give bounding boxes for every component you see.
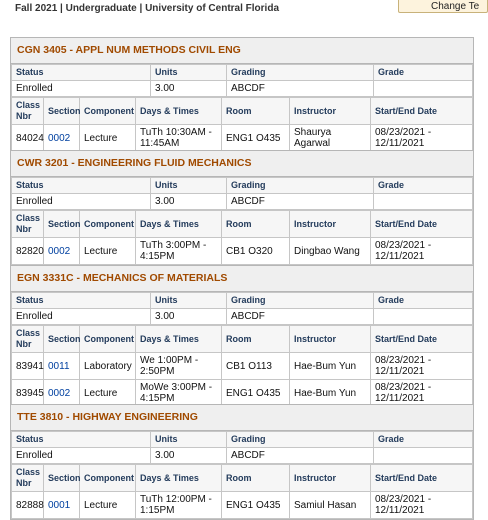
section-link[interactable]: 0001 (48, 499, 71, 511)
grade-value (374, 194, 473, 210)
grade-header: Grade (374, 293, 473, 309)
room-header: Room (222, 211, 290, 238)
room-header: Room (222, 326, 290, 353)
units-value: 3.00 (151, 448, 227, 464)
status-value: Enrolled (12, 309, 151, 325)
component-header: Component (80, 326, 136, 353)
schedule-table (11, 97, 473, 152)
course-block (10, 265, 474, 408)
schedule-table (11, 325, 473, 407)
days-times-header: Days & Times (136, 98, 222, 125)
section-link-cell[interactable] (44, 238, 80, 265)
instructor-cell: Hae-Bum Yun (290, 353, 371, 380)
component-header: Component (80, 98, 136, 125)
component-cell: Lecture (80, 238, 136, 265)
grading-header: Grading (227, 293, 374, 309)
grading-header: Grading (227, 432, 374, 448)
instructor-cell: Hae-Bum Yun (290, 380, 371, 407)
status-table (11, 431, 473, 464)
room-cell: CB1 O320 (222, 238, 290, 265)
section-link-cell[interactable] (44, 380, 80, 407)
days-times-cell: TuTh 12:00PM - 1:15PM (136, 492, 222, 519)
units-header: Units (151, 432, 227, 448)
class-nbr-cell: 83941 (12, 353, 44, 380)
room-header: Room (222, 465, 290, 492)
room-cell: ENG1 O435 (222, 380, 290, 407)
days-times-cell: TuTh 10:30AM - 11:45AM (136, 125, 222, 152)
grade-value (374, 81, 473, 97)
days-times-cell: We 1:00PM - 2:50PM (136, 353, 222, 380)
course-title: CWR 3201 - ENGINEERING FLUID MECHANICS (11, 151, 473, 177)
component-cell: Laboratory (80, 353, 136, 380)
instructor-header: Instructor (290, 326, 371, 353)
grade-value (374, 309, 473, 325)
component-cell: Lecture (80, 125, 136, 152)
units-value: 3.00 (151, 194, 227, 210)
status-value: Enrolled (12, 81, 151, 97)
grade-header: Grade (374, 65, 473, 81)
status-table (11, 177, 473, 210)
instructor-header: Instructor (290, 98, 371, 125)
schedule-table (11, 210, 473, 265)
days-times-header: Days & Times (136, 465, 222, 492)
class-nbr-header: Class Nbr (12, 465, 44, 492)
dates-cell: 08/23/2021 - 12/11/2021 (371, 380, 473, 407)
dates-header: Start/End Date (371, 326, 473, 353)
class-row (12, 492, 473, 519)
section-link[interactable]: 0011 (48, 360, 70, 372)
section-header: Section (44, 326, 80, 353)
status-header: Status (12, 65, 151, 81)
grading-value: ABCDF (227, 194, 374, 210)
course-title: EGN 3331C - MECHANICS OF MATERIALS (11, 266, 473, 292)
dates-cell: 08/23/2021 - 12/11/2021 (371, 238, 473, 265)
grading-value: ABCDF (227, 81, 374, 97)
component-header: Component (80, 465, 136, 492)
dates-header: Start/End Date (371, 465, 473, 492)
days-times-cell: TuTh 3:00PM - 4:15PM (136, 238, 222, 265)
course-block (10, 150, 474, 266)
course-block (10, 404, 474, 520)
instructor-header: Instructor (290, 465, 371, 492)
section-link[interactable]: 0002 (48, 387, 71, 399)
status-header: Status (12, 178, 151, 194)
instructor-cell: Shaurya Agarwal (290, 125, 371, 152)
section-header: Section (44, 211, 80, 238)
dates-cell: 08/23/2021 - 12/11/2021 (371, 353, 473, 380)
grading-header: Grading (227, 65, 374, 81)
units-header: Units (151, 65, 227, 81)
status-table (11, 292, 473, 325)
instructor-header: Instructor (290, 211, 371, 238)
class-row (12, 238, 473, 265)
dates-header: Start/End Date (371, 98, 473, 125)
days-times-header: Days & Times (136, 326, 222, 353)
class-nbr-header: Class Nbr (12, 211, 44, 238)
change-term-button[interactable]: Change Te (398, 0, 488, 13)
class-nbr-header: Class Nbr (12, 98, 44, 125)
section-link-cell[interactable] (44, 492, 80, 519)
section-link-cell[interactable] (44, 353, 80, 380)
units-header: Units (151, 178, 227, 194)
component-cell: Lecture (80, 380, 136, 407)
class-row (12, 125, 473, 152)
class-nbr-cell: 83945 (12, 380, 44, 407)
schedule-table (11, 464, 473, 519)
days-times-cell: MoWe 3:00PM - 4:15PM (136, 380, 222, 407)
dates-header: Start/End Date (371, 211, 473, 238)
room-cell: ENG1 O435 (222, 125, 290, 152)
grade-value (374, 448, 473, 464)
days-times-header: Days & Times (136, 211, 222, 238)
section-header: Section (44, 465, 80, 492)
units-header: Units (151, 293, 227, 309)
class-nbr-header: Class Nbr (12, 326, 44, 353)
grading-value: ABCDF (227, 309, 374, 325)
class-nbr-cell: 84024 (12, 125, 44, 152)
class-nbr-cell: 82820 (12, 238, 44, 265)
status-value: Enrolled (12, 448, 151, 464)
units-value: 3.00 (151, 309, 227, 325)
section-link[interactable]: 0002 (48, 132, 71, 144)
dates-cell: 08/23/2021 - 12/11/2021 (371, 492, 473, 519)
component-cell: Lecture (80, 492, 136, 519)
course-block (10, 37, 474, 153)
status-header: Status (12, 293, 151, 309)
section-link-cell[interactable] (44, 125, 80, 152)
component-header: Component (80, 211, 136, 238)
class-nbr-cell: 82888 (12, 492, 44, 519)
grading-value: ABCDF (227, 448, 374, 464)
status-header: Status (12, 432, 151, 448)
section-header: Section (44, 98, 80, 125)
grade-header: Grade (374, 178, 473, 194)
course-title: CGN 3405 - APPL NUM METHODS CIVIL ENG (11, 38, 473, 64)
grading-header: Grading (227, 178, 374, 194)
course-title: TTE 3810 - HIGHWAY ENGINEERING (11, 405, 473, 431)
dates-cell: 08/23/2021 - 12/11/2021 (371, 125, 473, 152)
grade-header: Grade (374, 432, 473, 448)
status-table (11, 64, 473, 97)
room-cell: CB1 O113 (222, 353, 290, 380)
term-header: Fall 2021 | Undergraduate | University of Central Florida (15, 3, 279, 14)
room-cell: ENG1 O435 (222, 492, 290, 519)
instructor-cell: Samiul Hasan (290, 492, 371, 519)
class-row (12, 380, 473, 407)
instructor-cell: Dingbao Wang (290, 238, 371, 265)
section-link[interactable]: 0002 (48, 245, 71, 257)
status-value: Enrolled (12, 194, 151, 210)
room-header: Room (222, 98, 290, 125)
class-row (12, 353, 473, 380)
units-value: 3.00 (151, 81, 227, 97)
